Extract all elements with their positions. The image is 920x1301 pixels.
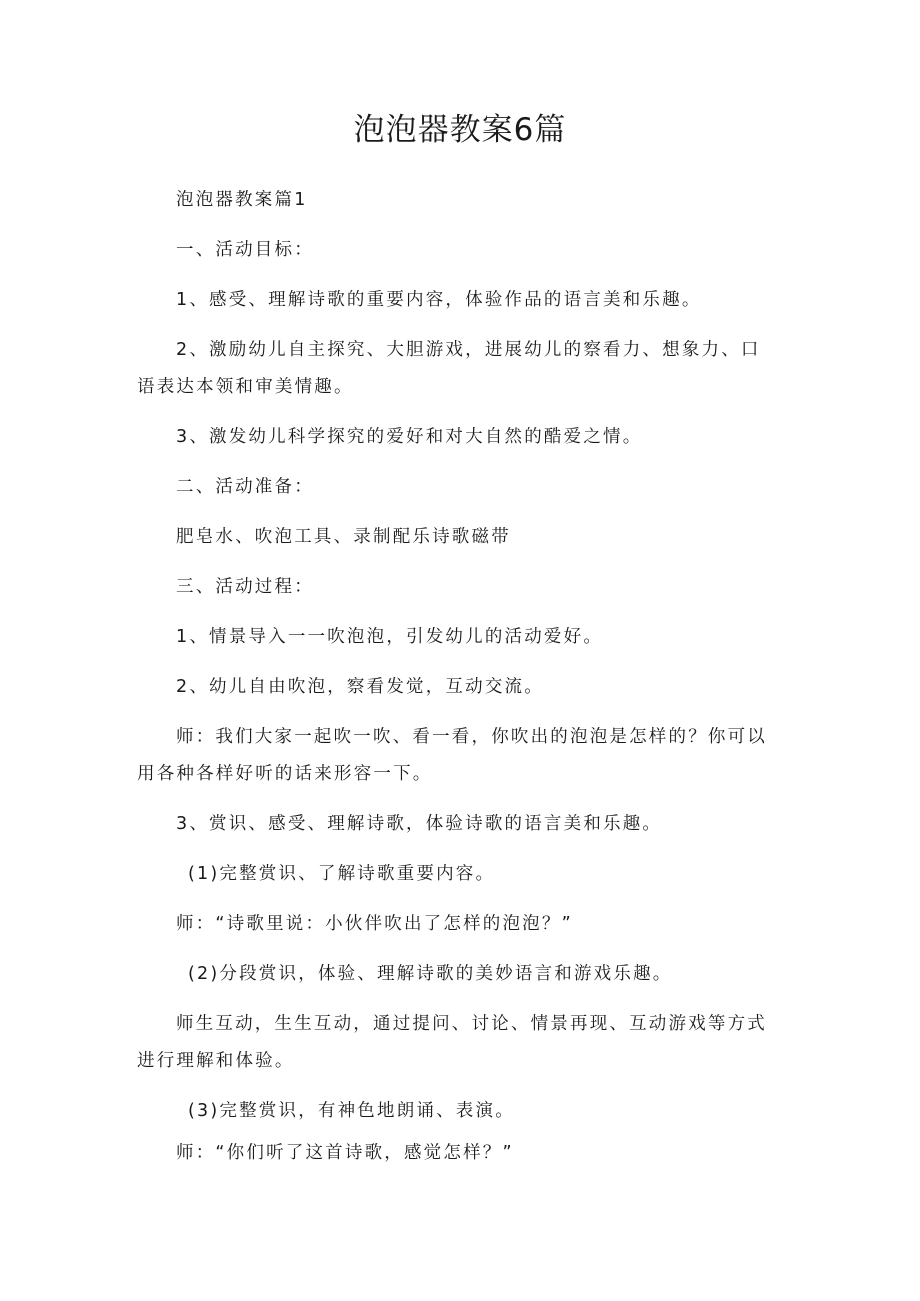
heading-activity-process: 三、活动过程： [176, 577, 314, 597]
process-step-3: 3、赏识、感受、理解诗歌，体验诗歌的语言美和乐趣。 [176, 814, 663, 834]
substep-1: (1)完整赏识、了解诗歌重要内容。 [188, 864, 496, 884]
goal-item-2-line-1: 2、激励幼儿自主探究、大胆游戏，进展幼儿的察看力、想象力、口 [176, 340, 761, 360]
teacher-prompt-2: 师：“诗歌里说：小伙伴吹出了怎样的泡泡？” [176, 914, 573, 934]
heading-activity-goals: 一、活动目标： [176, 240, 314, 260]
goal-item-3: 3、激发幼儿科学探究的爱好和对大自然的酷爱之情。 [176, 427, 643, 447]
process-step-2: 2、幼儿自由吹泡，察看发觉，互动交流。 [176, 677, 544, 697]
goal-item-1: 1、感受、理解诗歌的重要内容，体验作品的语言美和乐趣。 [176, 290, 702, 310]
preparation-materials: 肥皂水、吹泡工具、录制配乐诗歌磁带 [176, 527, 511, 547]
teacher-prompt-1-line-2: 用各种各样好听的话来形容一下。 [137, 764, 433, 784]
interaction-line-1: 师生互动，生生互动，通过提问、讨论、情景再现、互动游戏等方式 [176, 1014, 767, 1034]
teacher-prompt-3: 师：“你们听了这首诗歌，感觉怎样？” [176, 1143, 514, 1163]
document-title: 泡泡器教案6篇 [353, 112, 567, 148]
interaction-line-2: 进行理解和体验。 [137, 1051, 295, 1071]
teacher-prompt-1-line-1: 师：我们大家一起吹一吹、看一看，你吹出的泡泡是怎样的？你可以 [176, 727, 767, 747]
substep-3: (3)完整赏识，有神色地朗诵、表演。 [188, 1101, 515, 1121]
process-step-1: 1、情景导入一一吹泡泡，引发幼儿的活动爱好。 [176, 627, 604, 647]
section-heading-lesson-1: 泡泡器教案篇1 [176, 190, 308, 210]
heading-activity-preparation: 二、活动准备： [176, 477, 314, 497]
goal-item-2-line-2: 语表达本领和审美情趣。 [137, 377, 354, 397]
substep-2: (2)分段赏识，体验、理解诗歌的美妙语言和游戏乐趣。 [188, 964, 673, 984]
